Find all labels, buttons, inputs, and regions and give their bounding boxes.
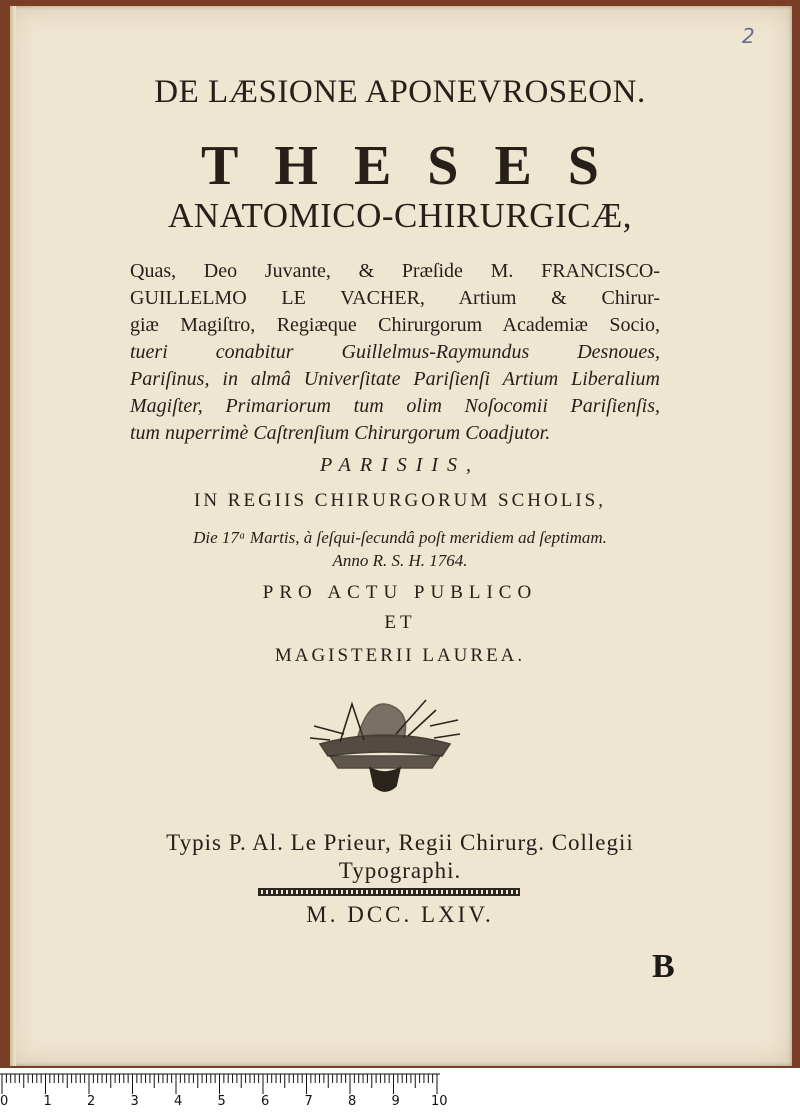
body-line: GUILLELMO LE VACHER, Artium & Chirur- <box>130 287 660 309</box>
body-line: Magiſter, Primariorum tum olim Noſocomii Pariſienſis, <box>130 395 660 417</box>
ruler-label: 2 <box>87 1094 96 1109</box>
act-line-1: PRO ACTU PUBLICO <box>262 582 538 603</box>
ruler-label: 5 <box>217 1094 226 1109</box>
decorative-rule <box>258 888 520 896</box>
date-line-2: Anno R. S. H. 1764. <box>332 551 468 570</box>
printers-ornament-image <box>300 686 470 798</box>
dedication-paragraph <box>130 258 660 447</box>
ruler-label: 0 <box>0 1094 9 1109</box>
title-line-3: ANATOMICO-CHIRURGICÆ, <box>168 196 632 235</box>
signature-mark: B <box>652 948 675 985</box>
printer-line-1: Typis P. Al. Le Prieur, Regii Chirurg. Collegii <box>166 830 634 855</box>
body-line: tum nuperrimè Caſtrenſium Chirurgorum Coadjutor. <box>130 422 551 444</box>
ruler-label: 1 <box>43 1094 52 1109</box>
ruler-label: 7 <box>304 1094 313 1109</box>
ruler-label: 9 <box>391 1094 400 1109</box>
place-line-2: IN REGIIS CHIRURGORUM SCHOLIS, <box>194 490 606 511</box>
ruler-label: 10 <box>431 1094 448 1109</box>
body-line: Pariſinus, in almâ Univerſitate Pariſienſi Artium Liberalium <box>130 368 660 390</box>
act-line-2: ET <box>384 612 416 633</box>
body-line: giæ Magiſtro, Regiæque Chirurgorum Academiæ Socio, <box>130 314 660 336</box>
ruler-label: 8 <box>348 1094 357 1109</box>
title-line-2: THESES <box>201 135 635 197</box>
pencil-page-mark: 2 <box>742 24 755 48</box>
body-line: Quas, Deo Juvante, & Præſide M. FRANCISCO- <box>130 260 660 282</box>
place-line-1: PARISIIS, <box>319 454 481 476</box>
act-line-3: MAGISTERII LAUREA. <box>274 645 526 666</box>
printer-line-2: Typographi. <box>338 858 462 883</box>
ruler-label: 4 <box>174 1094 183 1109</box>
title-line-1: DE LÆSIONE APONEVROSEON. <box>154 74 646 110</box>
body-line: tueri conabitur Guillelmus-Raymundus Desnoues, <box>130 341 660 363</box>
imprint-year: M. DCC. LXIV. <box>306 902 494 927</box>
scale-ruler <box>0 1068 440 1118</box>
date-line-1: Die 17ᵃ Martis, à ſeſqui-ſecundâ poſt meridiem ad ſeptimam. <box>193 528 607 547</box>
ruler-label: 6 <box>261 1094 270 1109</box>
ruler-label: 3 <box>130 1094 139 1109</box>
